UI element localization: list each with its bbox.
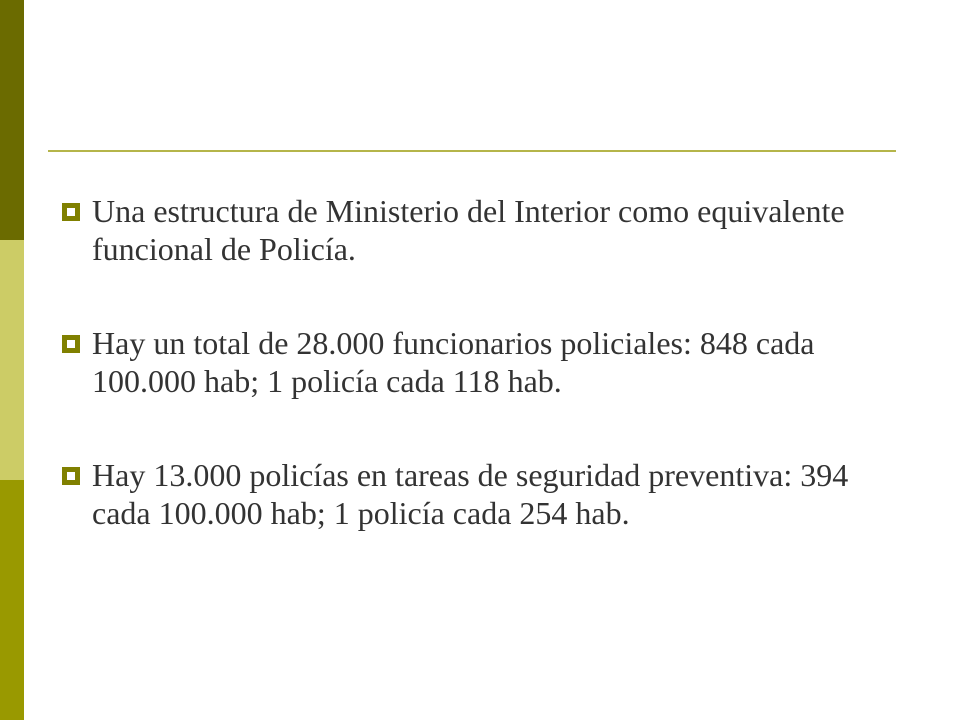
bullet-text: Hay 13.000 policías en tareas de seguridad preventiva: 394 cada 100.000 hab; 1 policía cada 254 hab. [92, 457, 849, 531]
square-bullet-icon [62, 467, 80, 485]
bullet-text: Una estructura de Ministerio del Interior como equivalente funcional de Policía. [92, 193, 845, 267]
title-divider [48, 150, 896, 152]
square-bullet-icon [62, 335, 80, 353]
side-bar-bottom [0, 480, 24, 720]
bullet-item [60, 324, 900, 400]
bullet-text: Hay un total de 28.000 funcionarios policiales: 848 cada 100.000 hab; 1 policía cada 118 hab. [92, 325, 815, 399]
bullet-item [60, 192, 900, 268]
side-bar-middle [0, 240, 24, 480]
bullet-item [60, 456, 900, 532]
square-bullet-icon [62, 203, 80, 221]
bullet-list [60, 192, 900, 588]
side-bar-top [0, 0, 24, 240]
